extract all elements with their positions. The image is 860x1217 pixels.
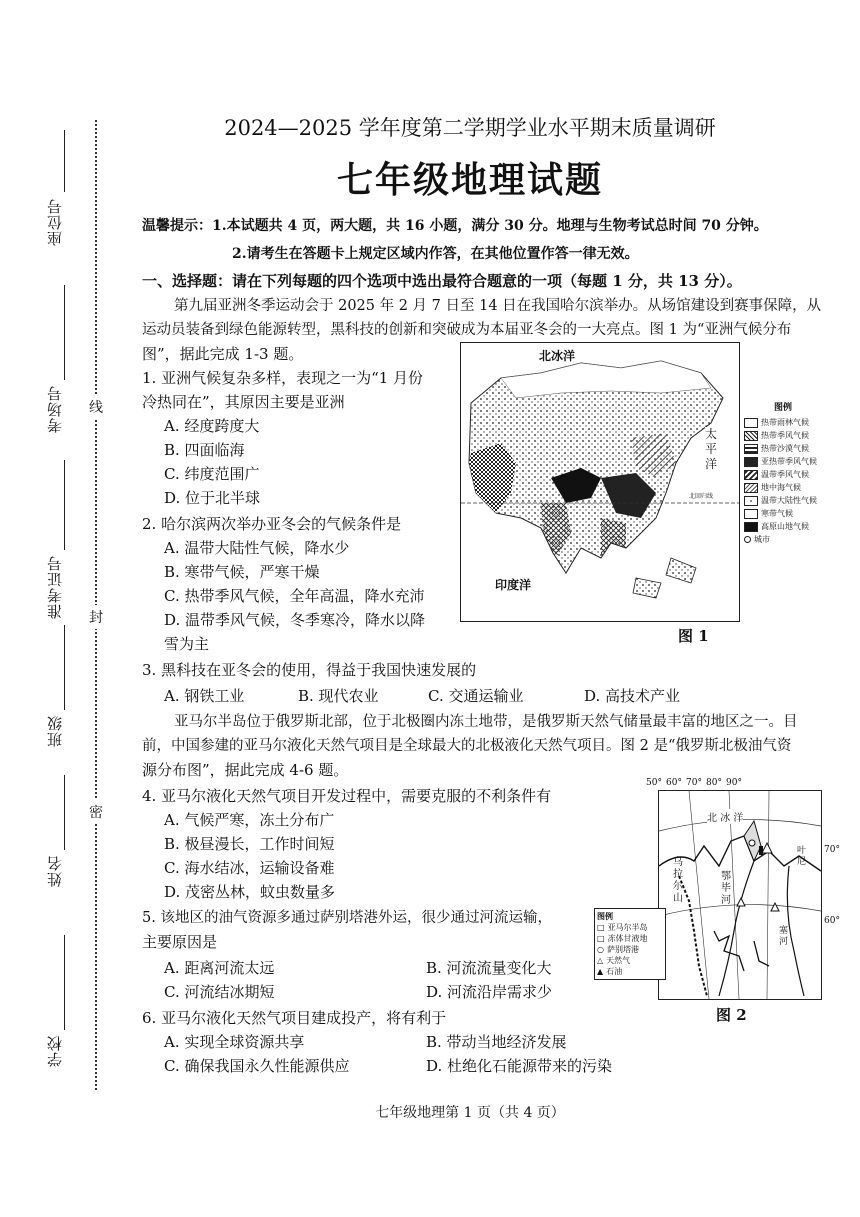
legend-item-2 [597, 922, 663, 933]
figure-1-caption: 图 1 [678, 627, 709, 645]
name-field[interactable] [64, 775, 65, 850]
legend-symbol-2: △ [597, 956, 604, 965]
legend-item-2 [597, 955, 663, 966]
legend-symbol-2: ▲ [597, 967, 604, 976]
q6-option-a: A. 实现全球资源共享 [164, 1033, 305, 1051]
notice-text-1: 1.本试题共 4 页，两大题，共 16 小题，满分 30 分。地理与生物考试总时间 70 分钟。 [212, 218, 768, 234]
legend-text: 热带沙漠气候 [761, 444, 809, 453]
school-field[interactable] [64, 935, 65, 1030]
legend-text-2: 天然气 [606, 956, 631, 965]
page-footer: 七年级地理第 1 页（共 4 页） [375, 1105, 565, 1121]
lat-60-label: 60° [824, 916, 840, 926]
tropic-label: 北回归线 [689, 493, 714, 500]
ticket-field[interactable] [64, 460, 65, 550]
legend-text: 亚热带季风气候 [761, 457, 817, 466]
ticket-label: 准考证号 [46, 555, 64, 619]
longitude-label: 70° [686, 778, 702, 788]
legend-text-2: 亚马尔半岛 [607, 923, 648, 932]
longitude-label: 50° [646, 778, 662, 788]
yenisei-label-bottom: 塞 河 [779, 926, 789, 947]
gas-marker-2 [737, 898, 745, 906]
legend-text: 高原山地气候 [761, 522, 809, 531]
q1-option-a: A. 经度跨度大 [164, 417, 260, 435]
indian-ocean-label: 印度洋 [495, 578, 532, 592]
q4-option-a: A. 气候严寒，冻土分布广 [164, 811, 335, 829]
q2-option-b: B. 寒带气候，严寒干燥 [164, 563, 320, 581]
notice-line-1 [142, 214, 768, 238]
ural-label: 乌 拉 尔 山 [673, 857, 683, 904]
q3-stem: 3. 黑科技在亚冬会的使用，得益于我国快速发展的 [142, 661, 477, 679]
intro1-line-b: 运动员装备到绿色能源转型，黑科技的创新和突破成为本届亚冬会的一大亮点。图 1 为“亚洲气候分布 [142, 322, 792, 338]
oil-marker [759, 846, 763, 855]
yenisei-label-top: 叶 尼 [797, 846, 807, 867]
figure-2-caption: 图 2 [716, 1006, 747, 1024]
q6-option-d: D. 杜绝化石能源带来的污染 [426, 1057, 613, 1075]
longitude-label: 80° [706, 778, 722, 788]
legend-text-2: 石油 [606, 967, 623, 976]
island-region [666, 558, 696, 583]
legend-symbol-2: □ [597, 934, 605, 943]
legend-swatch [744, 522, 758, 532]
q5-option-a: A. 距离河流太远 [164, 959, 275, 977]
legend-swatch [744, 483, 758, 493]
section-title: 一、选择题：请在下列每题的四个选项中选出最符合题意的一项（每题 1 分，共 13 分）。 [142, 272, 742, 290]
legend-text-2: 萨别塔港 [606, 945, 639, 954]
legend-title: 图例 [774, 403, 793, 413]
legend-text: 寒带气候 [761, 509, 793, 518]
q1-option-c: C. 纬度范围广 [164, 465, 260, 483]
q2-option-d-2: 雪为主 [164, 635, 210, 653]
gas-marker [762, 843, 772, 853]
ob-river-label: 鄂 毕 河 [721, 871, 731, 906]
legend-item [744, 468, 854, 481]
legend-item [744, 442, 854, 455]
intro2-line-a: 亚马尔半岛位于俄罗斯北部，位于北极圈内冻土地带，是俄罗斯天然气储量最丰富的地区之一。目 [174, 714, 798, 730]
legend-item-2 [597, 966, 663, 977]
subject-title: 七年级地理试题 [336, 159, 603, 201]
q5-stem-b: 主要原因是 [142, 933, 218, 951]
class-field[interactable] [64, 625, 65, 710]
notice-line-2: 2.请考生在答题卡上规定区域内作答，在其他位置作答一律无效。 [232, 246, 639, 262]
q4-option-b: B. 极昼漫长，工作时间短 [164, 835, 335, 853]
exam-room-field[interactable] [64, 285, 65, 380]
legend-text-2: 冻体甘液地 [607, 934, 648, 943]
q1-stem-a: 1. 亚洲气候复杂多样，表现之一为“1 月份 [142, 369, 424, 387]
intro1-line-a: 第九届亚洲冬季运动会于 2025 年 2 月 7 日至 14 日在我国哈尔滨举办。从场馆建设到赛事保障，从 [174, 298, 822, 314]
legend-swatch [744, 536, 751, 543]
legend-item [744, 533, 854, 546]
bind-char-line: 线 [89, 395, 103, 419]
q2-option-a: A. 温带大陆性气候，降水少 [164, 539, 350, 557]
pacific-ocean-label: 太 平 洋 [705, 427, 718, 471]
lat-70-label: 70° [824, 845, 840, 855]
legend-item-2 [597, 933, 663, 944]
q2-option-d-1: D. 温带季风气候，冬季寒冷，降水以降 [164, 611, 426, 629]
intro2-line-b: 前，中国参建的亚马尔液化天然气项目是全球最大的北极液化天然气项目。图 2 是“俄罗斯北极油气资 [142, 738, 792, 754]
legend-item [744, 481, 854, 494]
legend-item [744, 429, 854, 442]
q4-option-c: C. 海水结冰，运输设备难 [164, 859, 335, 877]
legend-item [744, 507, 854, 520]
longitude-label: 60° [666, 778, 682, 788]
q6-option-c: C. 确保我国永久性能源供应 [164, 1057, 350, 1075]
legend-swatch [744, 470, 758, 480]
q3-option-d: D. 高技术产业 [584, 687, 681, 705]
legend-item [744, 416, 854, 429]
legend-symbol-2: ○ [597, 945, 604, 954]
q1-stem-b: 冷热同在”，其原因主要是亚洲 [142, 393, 345, 411]
q4-stem: 4. 亚马尔液化天然气项目开发过程中，需要克服的不利条件有 [142, 787, 552, 805]
legend-item-2 [597, 944, 663, 955]
legend-swatch [744, 444, 758, 454]
intro2-line-c: 源分布图”，据此完成 4-6 题。 [142, 761, 349, 779]
q3-option-a: A. 钢铁工业 [164, 687, 245, 705]
figure-1-asia-climate-map [460, 342, 740, 622]
figure-1-legend [744, 400, 854, 546]
legend-swatch [744, 418, 758, 428]
legend-item [744, 520, 854, 533]
notice-label: 温馨提示： [142, 218, 212, 234]
class-label: 班级 [46, 715, 64, 747]
q4-option-d: D. 茂密丛林，蚊虫数量多 [164, 883, 336, 901]
q3-option-b: B. 现代农业 [298, 687, 379, 705]
figure-2-legend [594, 908, 666, 980]
legend-text: 温带大陆性气候 [761, 496, 817, 505]
q1-option-b: B. 四面临海 [164, 441, 245, 459]
seat-label: 座位号 [46, 198, 64, 246]
school-label: 学校 [46, 1035, 64, 1067]
q1-option-d: D. 位于北半球 [164, 489, 261, 507]
q5-option-c: C. 河流结冰期短 [164, 983, 275, 1001]
tropical-monsoon-se-asia [601, 518, 626, 558]
q6-stem: 6. 亚马尔液化天然气项目建成投产，将有利于 [142, 1009, 447, 1027]
legend-item [744, 494, 854, 507]
exam-title: 2024—2025 学年度第二学期学业水平期末质量调研 [224, 116, 716, 140]
legend-list [744, 416, 854, 546]
q3-option-c: C. 交通运输业 [428, 687, 524, 705]
legend-swatch [744, 496, 758, 506]
bind-char-seal: 封 [89, 605, 103, 629]
q5-option-d: D. 河流沿岸需求少 [426, 983, 553, 1001]
legend-list-2 [597, 922, 663, 977]
legend-item [744, 455, 854, 468]
legend-swatch [744, 509, 758, 519]
intro1-line-c: 图”，据此完成 1-3 题。 [142, 345, 304, 363]
name-label: 姓名 [46, 855, 64, 887]
gas-field-outlines [714, 931, 769, 971]
q5-stem-a: 5. 该地区的油气资源多通过萨别塔港外运，很少通过河流运输， [142, 910, 552, 926]
legend-text: 热带雨林气候 [761, 418, 809, 427]
lon-line [767, 791, 769, 999]
q2-option-c: C. 热带季风气候，全年高温，降水充沛 [164, 587, 425, 605]
island-region-2 [633, 578, 661, 598]
longitude-label: 90° [726, 778, 742, 788]
bind-char-secret: 密 [89, 800, 103, 824]
gas-marker-3 [771, 903, 779, 911]
legend-text: 热带季风气候 [761, 431, 809, 440]
legend-text: 城市 [754, 535, 770, 544]
exam-room-label: 考场号 [46, 385, 64, 433]
arctic-ocean-label: 北冰洋 [539, 349, 576, 363]
sabetta-port-marker [749, 840, 755, 846]
q6-option-b: B. 带动当地经济发展 [426, 1033, 567, 1051]
figure-2-russia-arctic-map [658, 790, 822, 1000]
legend-text: 温带季风气候 [761, 470, 809, 479]
legend-title-2: 图例 [597, 911, 613, 921]
q5-option-b: B. 河流流量变化大 [426, 959, 552, 977]
legend-symbol-2: □ [597, 923, 605, 932]
legend-swatch [744, 431, 758, 441]
legend-swatch [744, 457, 758, 467]
q2-stem: 2. 哈尔滨两次举办亚冬会的气候条件是 [142, 515, 402, 533]
arctic-ocean-label-2: 北 冰 洋 [707, 809, 743, 824]
legend-text: 地中海气候 [761, 483, 801, 492]
